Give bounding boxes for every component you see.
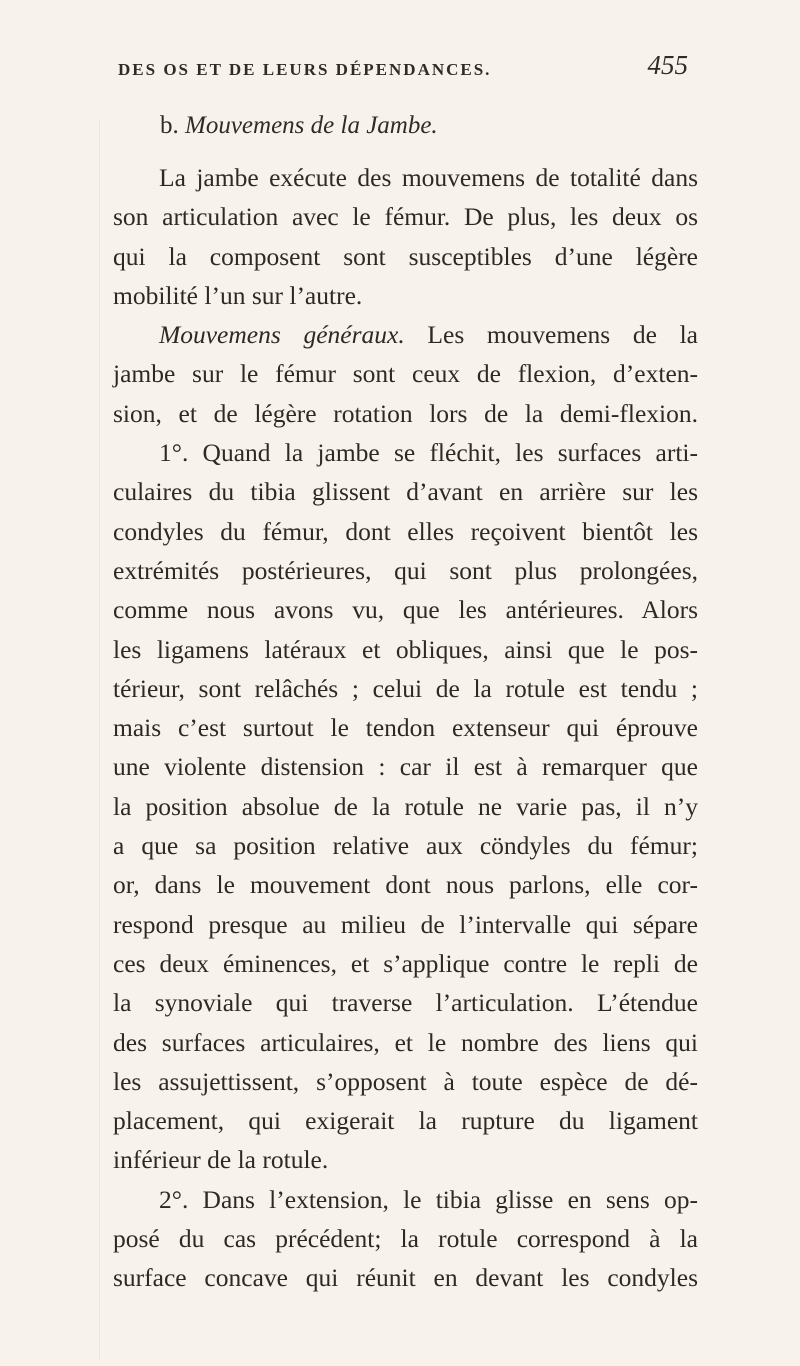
text-line: La jambe exécute des mouvemens de totalité dans	[159, 163, 698, 192]
text-fragment: Les mouvemens de la	[427, 320, 698, 350]
text-line: la position absolue de la rotule ne varie pas, il n’y	[113, 791, 698, 821]
text-line: qui la composent sont susceptibles d’une légère	[113, 241, 698, 271]
text-line: ces deux éminences, et s’applique contre le repli de	[113, 948, 698, 978]
text-line: or, dans le mouvement dont nous parlons, elle cor-	[113, 870, 698, 900]
text-line: sion, et de légère rotation lors de la demi-flexion.	[113, 398, 698, 428]
inline-heading: Mouvemens généraux.	[159, 320, 405, 350]
page-number: 455	[647, 50, 688, 80]
body-text	[113, 158, 698, 1298]
text-line: mobilité l’un sur l’autre.	[113, 280, 363, 310]
text-line: térieur, sont relâchés ; celui de la rotule est tendu ;	[113, 673, 698, 703]
text-line: culaires du tibia glissent d’avant en arrière sur les	[113, 477, 698, 507]
text-line: jambe sur le fémur sont ceux de flexion, d’exten-	[113, 359, 698, 389]
text-line-with-heading	[113, 315, 698, 354]
section-title	[160, 112, 438, 140]
text-line: la synoviale qui traverse l’articulation. L’étendue	[113, 988, 698, 1018]
text-line: posé du cas précédent; la rotule correspond à la	[113, 1224, 698, 1254]
text-line: des surfaces articulaires, et le nombre des liens qui	[113, 1027, 698, 1057]
page-gutter-shadow	[99, 120, 100, 1360]
text-line: 1°. Quand la jambe se fléchit, les surfaces arti-	[159, 438, 698, 468]
text-line: placement, qui exigerait la rupture du ligament	[113, 1106, 698, 1136]
text-line: les ligamens latéraux et obliques, ainsi que le pos-	[113, 634, 698, 664]
section-label: b.	[160, 112, 179, 139]
text-line: condyles du fémur, dont elles reçoivent bientôt les	[113, 516, 698, 546]
text-line: surface concave qui réunit en devant les condyles	[113, 1263, 698, 1293]
text-line: son articulation avec le fémur. De plus, les deux os	[113, 202, 698, 232]
text-line: respond presque au milieu de l’intervalle qui sépare	[113, 909, 698, 939]
text-line: inférieur de la rotule.	[113, 1145, 329, 1175]
text-line: mais c’est surtout le tendon extenseur qui éprouve	[113, 713, 698, 743]
text-line: comme nous avons vu, que les antérieures. Alors	[113, 595, 698, 625]
page-header	[118, 50, 688, 94]
text-line: les assujettissent, s’opposent à toute espèce de dé-	[113, 1066, 698, 1096]
text-line: extrémités postérieures, qui sont plus prolongées,	[113, 555, 698, 585]
running-head: DES OS ET DE LEURS DÉPENDANCES.	[118, 60, 492, 79]
section-title-text: Mouvemens de la Jambe.	[185, 112, 438, 139]
text-line: a que sa position relative aux cöndyles du fémur;	[113, 831, 698, 861]
text-line: 2°. Dans l’extension, le tibia glisse en sens op-	[159, 1184, 698, 1214]
text-line: une violente distension : car il est à remarquer que	[113, 752, 698, 782]
